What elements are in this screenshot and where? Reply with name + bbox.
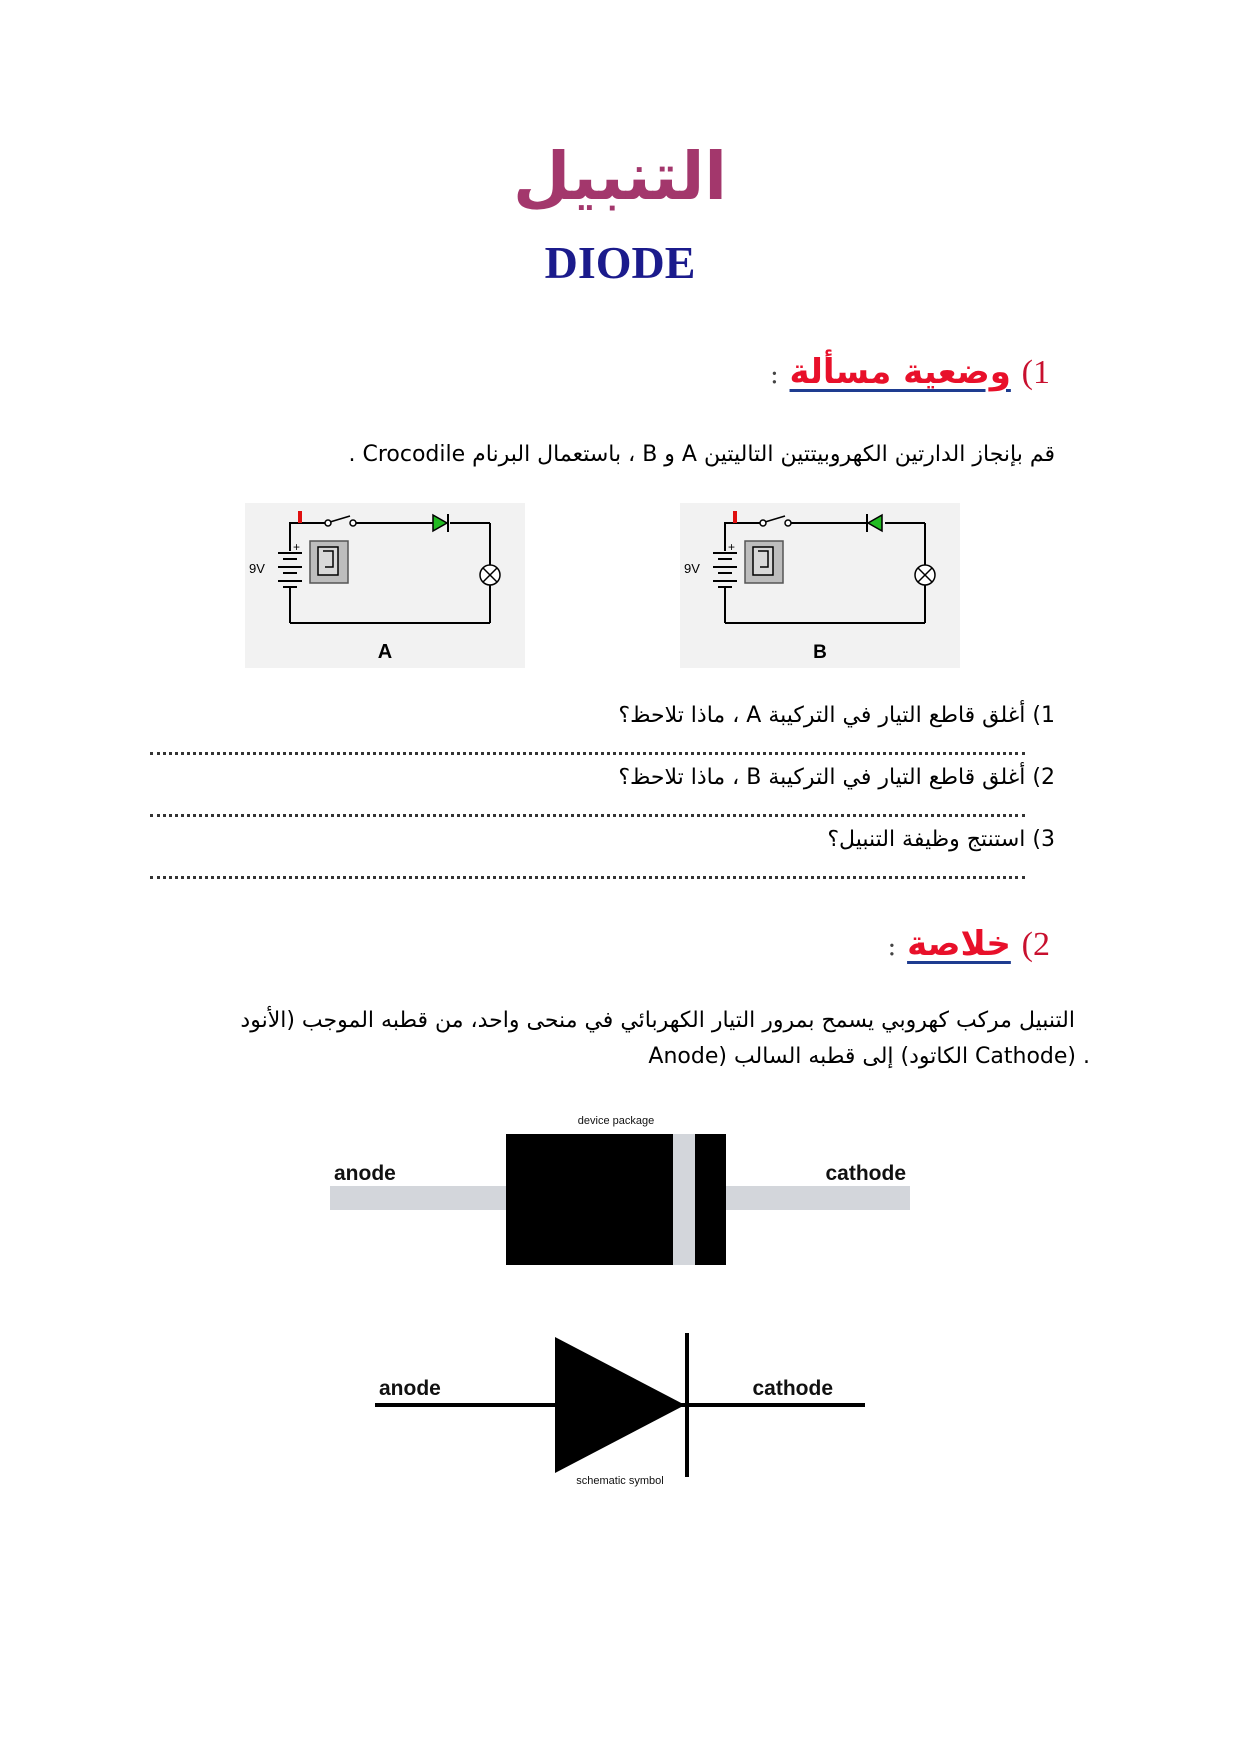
circuit-b xyxy=(680,503,960,668)
svg-text:+: + xyxy=(728,540,736,554)
circuit-a-voltage: 9V xyxy=(249,561,265,576)
section1-number: 1) xyxy=(1021,354,1050,391)
section2-number: 2) xyxy=(1021,926,1050,963)
section1-intro: قم بإنجاز الدارتين الكهروبيتتين التاليتين A و B ، باستعمال البرنام Crocodile . xyxy=(348,442,1055,467)
schematic-symbol-diagram xyxy=(375,1325,865,1490)
question-1: 1) أغلق قاطع التيار في التركيبة A ، ماذا تلاحظ؟ xyxy=(618,703,1055,728)
schematic-symbol-drawing xyxy=(375,1325,865,1490)
svg-text:+: + xyxy=(293,540,301,554)
section2-colon: : xyxy=(887,932,897,962)
symbol-cathode-label: cathode xyxy=(752,1377,833,1400)
question-2: 2) أغلق قاطع التيار في التركيبة B ، ماذا تلاحظ؟ xyxy=(618,765,1055,790)
diode-icon xyxy=(433,515,447,531)
diode-triangle-icon xyxy=(555,1337,685,1473)
circuit-a-label: A xyxy=(377,641,393,663)
page-title-english: DIODE xyxy=(544,237,696,288)
conclusion-line-2: Anode) إلى قطبه السالب (الكاتود Cathode) . xyxy=(648,1044,1090,1069)
question-3: 3) استنتج وظيفة التنبيل؟ xyxy=(827,827,1055,852)
terminal-marker xyxy=(733,511,737,523)
symbol-caption: schematic symbol xyxy=(576,1475,664,1487)
diode-reversed-icon xyxy=(868,515,882,531)
conclusion-line-1: التنبيل مركب كهروبي يسمح بمرور التيار الكهربائي في منحى واحد، من قطبه الموجب (الأنود xyxy=(240,1008,1075,1033)
section1-heading xyxy=(770,352,1050,392)
section1-title: وضعية مسألة xyxy=(789,352,1011,392)
device-package-diagram xyxy=(330,1110,910,1280)
circuit-a-drawing xyxy=(245,503,525,668)
page-title-arabic: التنبيل xyxy=(512,138,728,215)
section1-colon: : xyxy=(769,360,779,390)
section2-title: خلاصة xyxy=(907,924,1011,964)
circuit-b-label: B xyxy=(813,642,827,663)
terminal-marker xyxy=(298,511,302,523)
cathode-band xyxy=(673,1134,695,1265)
answer-line-1[interactable] xyxy=(150,752,1025,755)
circuit-b-drawing xyxy=(680,503,960,668)
answer-line-2[interactable] xyxy=(150,814,1025,817)
package-anode-label: anode xyxy=(334,1162,396,1185)
package-caption: device package xyxy=(577,1115,655,1127)
circuit-b-voltage: 9V xyxy=(684,561,700,576)
circuit-a xyxy=(245,503,525,668)
package-cathode-label: cathode xyxy=(825,1162,906,1185)
section2-heading xyxy=(887,924,1050,964)
symbol-anode-label: anode xyxy=(379,1377,441,1400)
answer-line-3[interactable] xyxy=(150,876,1025,879)
